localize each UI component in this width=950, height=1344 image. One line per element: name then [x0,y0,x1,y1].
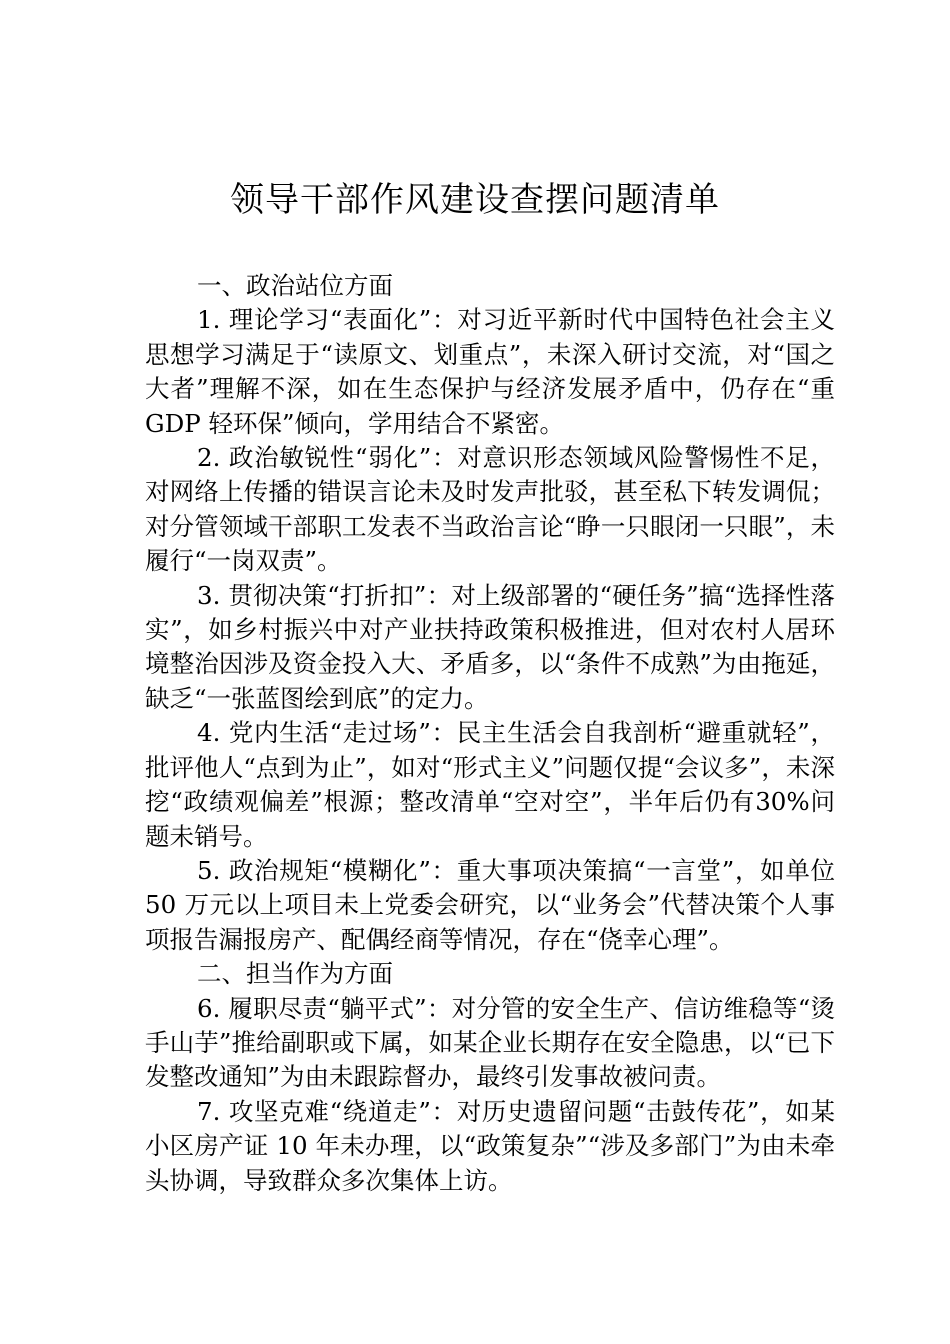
list-item: 6. 履职尽责“躺平式”：对分管的安全生产、信访维稳等“烫手山芋”推给副职或下属，如某企业长期存在安全隐患，以“已下发整改通知”为由未跟踪督办，最终引发事故被问责。 [145,993,835,1092]
list-item: 7. 攻坚克难“绕道走”：对历史遗留问题“击鼓传花”，如某小区房产证 10 年未办理，以“政策复杂”“涉及多部门”为由未牵头协调，导致群众多次集体上访。 [145,1096,835,1195]
list-item: 1. 理论学习“表面化”：对习近平新时代中国特色社会主义思想学习满足于“读原文、划重点”，未深入研讨交流，对“国之大者”理解不深，如在生态保护与经济发展矛盾中，仍存在“重 GDP 轻环保”倾向，学用结合不紧密。 [145,305,835,438]
list-item: 3. 贯彻决策“打折扣”：对上级部署的“硬任务”搞“选择性落实”，如乡村振兴中对产业扶持政策积极推进，但对农村人居环境整治因涉及资金投入大、矛盾多，以“条件不成熟”为由拖延，缺乏“一张蓝图绘到底”的定力。 [145,580,835,713]
document-body [145,269,835,1198]
section-heading-responsibility: 二、担当作为方面 [197,959,393,989]
list-item: 4. 党内生活“走过场”：民主生活会自我剖析“避重就轻”，批评他人“点到为止”，如对“形式主义”问题仅提“会议多”，未深挖“政绩观偏差”根源；整改清单“空对空”，半年后仍有30%问题未销号。 [145,718,835,851]
list-item: 5. 政治规矩“模糊化”：重大事项决策搞“一言堂”，如单位 50 万元以上项目未上党委会研究，以“业务会”代替决策个人事项报告漏报房产、配偶经商等情况，存在“侥幸心理”。 [145,855,835,954]
section-heading-political-stance: 一、政治站位方面 [197,271,393,300]
list-item: 2. 政治敏锐性“弱化”：对意识形态领域风险警惕性不足，对网络上传播的错误言论未及时发声批驳，甚至私下转发调侃；对分管领域干部职工发表不当政治言论“睁一只眼闭一只眼”，未履行“一岗双责”。 [145,443,835,576]
document-title: 领导干部作风建设查摆问题清单 [230,180,720,220]
